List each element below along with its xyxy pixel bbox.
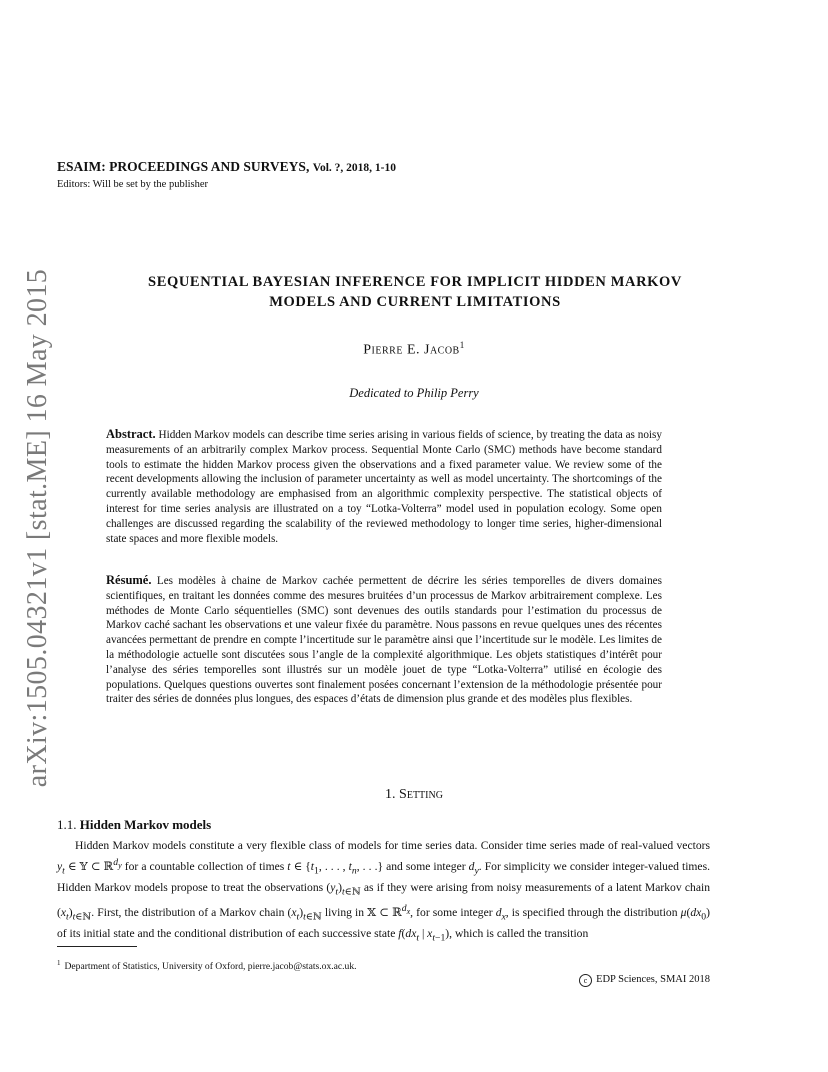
resume — [106, 573, 662, 707]
arxiv-stamp[interactable]: arXiv:1505.04321v1 [stat.ME] 16 May 2015 — [22, 268, 53, 788]
resume-label: Résumé. — [106, 573, 152, 587]
abstract-label: Abstract. — [106, 427, 156, 441]
editors-note: Editors: Will be set by the publisher — [57, 179, 209, 190]
author-footnote-mark: 1 — [459, 340, 465, 350]
footnote-mark: 1 — [57, 959, 61, 967]
body-paragraph — [57, 838, 710, 947]
body-text-6: . First, the distribution of a Markov chain — [91, 905, 288, 919]
math-observations: $(y_t)_{t\in ℕ}$ — [326, 880, 361, 898]
section-number: 1. — [385, 787, 396, 802]
journal-volume: Vol. ?, 2018, 1-10 — [312, 162, 396, 174]
body-text-5: as if they were arising from noisy measurements of a latent Markov chain — [360, 880, 710, 894]
abstract-text: Hidden Markov models can describe time series arising in various fields of science, by treating the data as noisy measurements of an arbitrarily complex Markov process. Sequential Monte Carlo (SMC) methods have become standard tools to estimate the hidden Markov process given the observations and a fixed parameter value. We review some of the recent developments allowing the inclusion of parameter uncertainty as well as model uncertainty. The shortcomings of the currently available methodology are emphasised from an algorithmic complexity perspective. The statistical objects of interest for time series analysis are illustrated on a toy “Lotka-Volterra” model used in population ecology. Some open challenges are discussed regarding the scalability of the reviewed methodology to longer time series, higher-dimensional state spaces and more flexible models. — [106, 429, 662, 545]
math-state-space: 𝕏 ⊂ ℝ$^{d_x}$ — [367, 902, 411, 919]
math-markov-chain: $(x_t)_{t\in ℕ}$ — [287, 905, 322, 923]
body-text-11: , which is called the transition — [449, 926, 589, 940]
paper-title-line-2: MODELS AND CURRENT LIMITATIONS — [269, 294, 561, 310]
footnote-divider — [57, 946, 137, 947]
body-text-3: and some integer — [383, 859, 469, 873]
subsection-name: Hidden Markov models — [79, 817, 212, 832]
footnote-text: Department of Statistics, University of Oxford, pierre.jacob@stats.ox.ac.uk. — [64, 961, 357, 973]
math-yt-in-Y: $y_t$ ∈ 𝕐 ⊂ ℝ$^{d_y}$ — [57, 856, 122, 876]
math-latent-chain: $(x_t)_{t\in ℕ}$ — [57, 905, 92, 923]
paper-title — [70, 272, 760, 312]
body-text-8: , for some integer — [410, 905, 496, 919]
abstract — [106, 427, 662, 546]
body-text-7: living in — [321, 905, 368, 919]
body-text-9: , is specified through the distribution — [505, 905, 681, 919]
math-initial-distribution: $\mu(dx_0)$ — [680, 905, 710, 923]
math-dy: $d_y$ — [468, 859, 479, 876]
copyright-text: EDP Sciences, SMAI 2018 — [596, 974, 710, 985]
resume-text: Les modèles à chaine de Markov cachée permettent de décrire les séries temporelles de divers domaines scientifiques, en traitant les données comme des mesures bruitées d’un processus de Markov arbitrairement complexe. Les méthodes de Monte Carlo séquentielles (SMC) sont devenues des outils standards pour l’estimation du processus de Markov caché sachant les observations et une valeur fixée du paramètre. Nous passons en revue quelques unes des récentes avancées permettant de prendre en compte l’incertitude sur le paramètre ainsi que l’incertitude sur le modèle. Les limites de la méthodologie actuelle sont discutées sous l’angle de la complexité algorithmique. Les objets statistiques d’intérêt pour l’analyse des séries temporelles sont illustrés sur un modèle jouet de type “Lotka-Volterra” utilisé en écologie des populations. Quelques questions ouvertes sont finalement posées concernant l’extension de la méthodologie présentée pour traiter des séries de données plus longues, des espaces d’états de dimension plus grande et des modèles plus flexibles. — [106, 575, 662, 706]
math-transition: $f(dx_t$ | $x_{t-1}$) — [398, 926, 450, 944]
math-dx: $d_x$ — [495, 905, 506, 923]
copyright-notice — [579, 974, 710, 987]
journal-header — [57, 159, 396, 175]
body-text-2: for a countable collection of times — [121, 859, 288, 873]
author — [0, 340, 828, 359]
paper-title-line-1: SEQUENTIAL BAYESIAN INFERENCE FOR IMPLICIT HIDDEN MARKOV — [148, 274, 682, 290]
footnote — [57, 959, 357, 972]
section-heading — [0, 787, 828, 803]
body-text-4: . For simplicity we consider integer-valued times. Hidden Markov models propose to treat the observations — [57, 859, 710, 894]
subsection-number: 1.1. — [57, 817, 77, 832]
body-text-1: Hidden Markov models constitute a very flexible class of models for time series data. Consider time series made of real-valued vectors — [75, 839, 710, 852]
subsection-heading — [57, 817, 211, 833]
body-text-10: of its initial state and the conditional distribution of each successive state — [57, 926, 399, 940]
copyright-icon: c — [579, 974, 592, 987]
math-time-set: t ∈ {$t_1$, . . . , $t_n$, . . .} — [287, 859, 384, 876]
journal-name: ESAIM: PROCEEDINGS AND SURVEYS, — [57, 159, 310, 174]
author-name: Pierre E. Jacob — [363, 342, 460, 358]
section-name: Setting — [399, 787, 443, 802]
dedication: Dedicated to Philip Perry — [349, 386, 479, 400]
